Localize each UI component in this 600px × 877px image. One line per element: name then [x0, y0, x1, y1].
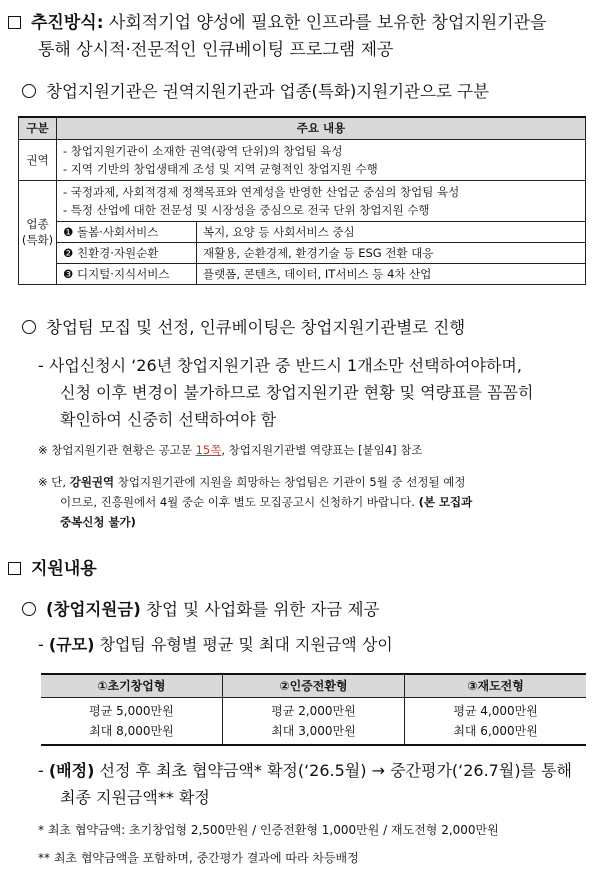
row-label-industry: 업종 (특화) [19, 180, 57, 284]
row-label-region: 권역 [19, 139, 57, 180]
dash-item-application: - 사업신청시 ‘26년 창업지원기관 중 반드시 1개소만 선택하여야하며, 신청 이후 변경이 불가하므로 창업지원기관 현황 및 역량표를 꼼꼼히 확인하여 신중히 선택하여야 함 [38, 356, 534, 429]
industry-sub-desc: 플랫폼, 콘텐츠, 데이터, IT서비스 등 4차 산업 [197, 263, 586, 284]
industry-sub-name: ❸ 디지털·지식서비스 [57, 263, 197, 284]
note-gangwon: ※ 단, 강원권역 창업지원기관에 지원을 희망하는 창업팀은 기관이 5월 중 선정될 예정 이므로, 진흥원에서 4월 중순 이후 별도 모집공고시 신청하기 바랍니다. (본 모집과 중복신청 불가) [38, 475, 473, 529]
dash-item-allocation: - (배정) 선정 후 최초 협약금액* 확정(‘26.5월) → 중간평가(‘26.7월)를 통해 최종 지원금액** 확정 [38, 761, 573, 807]
table-header: ③재도전형 [405, 674, 586, 697]
industry-sub-name: ❷ 친환경·자원순환 [57, 242, 197, 263]
page-link[interactable]: 15쪽 [195, 443, 222, 457]
circle-bullet-icon [22, 602, 36, 616]
table-header: ①초기창업형 [41, 674, 222, 697]
section-heading-method: 추진방식: 사회적기업 양성에 필요한 인프라를 보유한 창업지원기관을 [8, 10, 600, 36]
industry-sub-desc: 복지, 요양 등 사회서비스 중심 [197, 221, 586, 242]
section-heading-method-cont: 통해 상시적·전문적인 인큐베이팅 프로그램 제공 [38, 40, 394, 60]
table-cell: 평균 4,000만원 최대 6,000만원 [405, 697, 586, 745]
industry-content: - 국정과제, 사회적경제 정책목표와 연계성을 반영한 산업군 중심의 창업팀 육성 - 특정 산업에 대한 전문성 및 시장성을 중심으로 전국 단위 창업지원 수행 [57, 180, 586, 221]
circle-item-classification: 창업지원기관은 권역지원기관과 업종(특화)지원기관으로 구분 [22, 80, 600, 104]
circle-bullet-icon [22, 84, 36, 98]
dash-item-scale: - (규모) 창업팀 유형별 평균 및 최대 지원금액 상이 [38, 635, 393, 654]
circle-item-recruitment: 창업팀 모집 및 선정, 인큐베이팅은 창업지원기관별로 진행 [22, 316, 600, 340]
circle-bullet-icon [22, 320, 36, 334]
square-bullet-icon [8, 16, 21, 29]
funding-amount-table [41, 673, 586, 746]
table-header: 구분 [19, 117, 57, 139]
footnote-final-amount: ** 최초 협약금액을 포함하며, 중간평가 결과에 따라 차등배정 [38, 851, 359, 865]
industry-sub-desc: 재활용, 순환경제, 환경기술 등 ESG 전환 대응 [197, 242, 586, 263]
table-header: 주요 내용 [57, 117, 586, 139]
square-bullet-icon [8, 562, 21, 575]
table-cell: 평균 2,000만원 최대 3,000만원 [222, 697, 404, 745]
note-institution-status: ※ 창업지원기관 현황은 공고문 15쪽, 창업지원기관별 역량표는 [붙임4] 참조 [38, 443, 423, 457]
footnote-initial-amount: * 최초 협약금액: 초기창업형 2,500만원 / 인증전환형 1,000만원 / 재도전형 2,000만원 [38, 823, 499, 837]
section-heading-support: 지원내용 [8, 556, 600, 582]
institution-type-table [18, 116, 586, 285]
region-content: - 창업지원기관이 소재한 권역(광역 단위)의 창업팀 육성 - 지역 기반의 창업생태계 조성 및 지역 균형적인 창업지원 수행 [57, 139, 586, 180]
table-cell: 평균 5,000만원 최대 8,000만원 [89, 703, 174, 738]
table-header: ②인증전환형 [222, 674, 404, 697]
industry-sub-name: ❶ 돌봄·사회서비스 [57, 221, 197, 242]
circle-item-fund: (창업지원금) 창업 및 사업화를 위한 자금 제공 [22, 598, 600, 622]
